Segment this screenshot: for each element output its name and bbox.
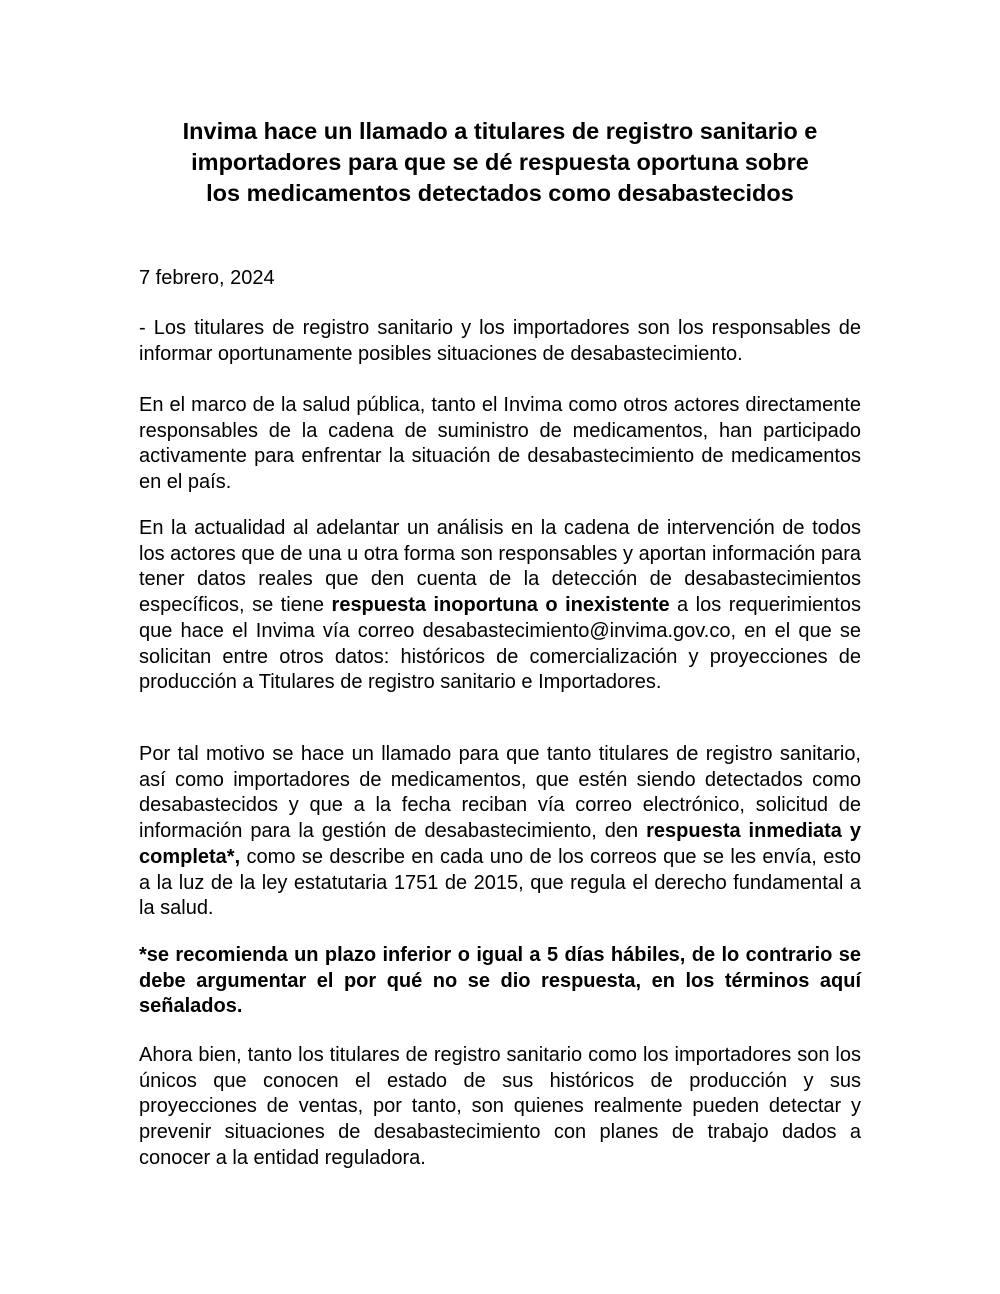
analysis-text-start: En la actualidad al adelantar un análisis en la cadena de intervención de todos los actores que de una u otra forma son responsables y aportan información para tener datos reales que den cuenta de la detección de desabastecimientos específicos, se tiene [139, 517, 861, 617]
title-line-3: los medicamentos detectados como desabastecidos [206, 180, 794, 206]
publication-date: 7 febrero, 2024 [139, 267, 275, 289]
call-text-end: como se describe en cada uno de los correos que se les envía, esto a la luz de la ley estatutaria 1751 de 2015, que regula el derecho fundamental a la salud. [139, 845, 861, 920]
intro-paragraph: - Los titulares de registro sanitario y los importadores son los responsables de informar oportunamente posibles situaciones de desabastecimiento. [139, 317, 861, 365]
document-title [130, 116, 870, 209]
context-paragraph: En el marco de la salud pública, tanto el Invima como otros actores directamente responsables de la cadena de suministro de medicamentos, han participado activamente para enfrentar la situación de desabastecimiento de medicamentos en el país. [139, 394, 861, 494]
analysis-bold-text: respuesta inoportuna o inexistente [331, 594, 670, 617]
call-text-start: Por tal motivo se hace un llamado para que tanto titulares de registro sanitario, así como importadores de medicamentos, que estén siendo detectados como desabastecidos y que a la fecha reciban vía correo electrónico, solicitud de información para la gestión de desabastecimiento, den [139, 743, 861, 843]
title-line-2: importadores para que se dé respuesta oportuna sobre [191, 149, 809, 175]
title-line-1: Invima hace un llamado a titulares de registro sanitario e [182, 118, 818, 144]
analysis-paragraph [139, 516, 861, 696]
call-bold-text: respuesta inmediata y completa*, [139, 820, 861, 868]
recommendation-note: *se recomienda un plazo inferior o igual a 5 días hábiles, de lo contrario se debe argumentar el por qué no se dio respuesta, en los términos aquí señalados. [139, 944, 861, 1018]
analysis-text-end: a los requerimientos que hace el Invima vía correo desabastecimiento@invima.gov.co, en el que se solicitan entre otros datos: históricos de comercialización y proyecciones de producción a Titulares de registro sanitario e Importadores. [139, 594, 861, 694]
call-paragraph [139, 742, 861, 922]
closing-paragraph: Ahora bien, tanto los titulares de registro sanitario como los importadores son los únicos que conocen el estado de sus históricos de producción y sus proyecciones de ventas, por tanto, son quienes realmente pueden detectar y prevenir situaciones de desabastecimiento con planes de trabajo dados a conocer a la entidad reguladora. [139, 1044, 861, 1169]
